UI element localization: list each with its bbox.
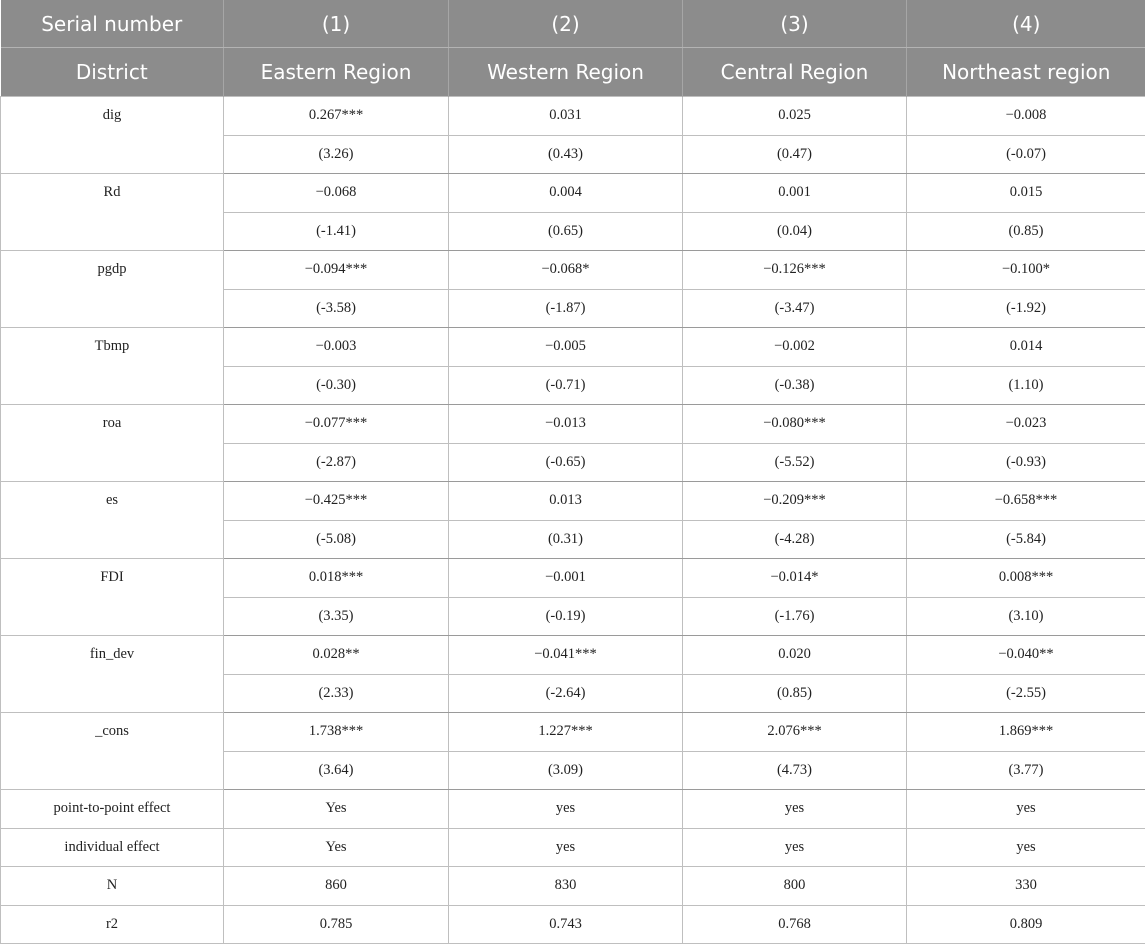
coef-cell: 0.015 — [907, 174, 1145, 213]
header-region-western: Western Region — [449, 48, 683, 97]
stat-name: r2 — [1, 905, 224, 944]
tstat-cell: (-0.93) — [907, 443, 1145, 482]
stat-name: individual effect — [1, 828, 224, 867]
coef-cell: −0.023 — [907, 405, 1145, 444]
header-row-district — [1, 48, 1145, 97]
header-row-serial — [1, 0, 1145, 48]
tstat-cell: (-5.52) — [683, 443, 907, 482]
tstat-cell: (0.04) — [683, 212, 907, 251]
tstat-cell: (3.35) — [224, 597, 449, 636]
tstat-cell: (-1.87) — [449, 289, 683, 328]
coef-cell: 1.227*** — [449, 713, 683, 752]
stat-cell: yes — [449, 790, 683, 829]
header-col-1: (1) — [224, 0, 449, 48]
coef-cell: −0.077*** — [224, 405, 449, 444]
table-row-coef — [1, 559, 1145, 598]
tstat-cell: (-0.65) — [449, 443, 683, 482]
coef-cell: −0.001 — [449, 559, 683, 598]
tstat-cell: (0.43) — [449, 135, 683, 174]
coef-cell: 0.020 — [683, 636, 907, 675]
stat-cell: 0.743 — [449, 905, 683, 944]
tstat-cell: (0.85) — [907, 212, 1145, 251]
tstat-cell: (0.65) — [449, 212, 683, 251]
table-row-coef — [1, 405, 1145, 444]
stat-cell: yes — [907, 828, 1145, 867]
tstat-cell: (4.73) — [683, 751, 907, 790]
tstat-cell: (-0.07) — [907, 135, 1145, 174]
stat-cell: 860 — [224, 867, 449, 906]
coef-cell: 0.031 — [449, 97, 683, 136]
tstat-cell: (-5.08) — [224, 520, 449, 559]
tstat-cell: (-2.55) — [907, 674, 1145, 713]
header-label-serial: Serial number — [1, 0, 224, 48]
coef-cell: 0.001 — [683, 174, 907, 213]
header-region-central: Central Region — [683, 48, 907, 97]
variable-name: roa — [1, 405, 224, 482]
variable-name: Rd — [1, 174, 224, 251]
coef-cell: −0.126*** — [683, 251, 907, 290]
coef-cell: −0.658*** — [907, 482, 1145, 521]
coef-cell: −0.425*** — [224, 482, 449, 521]
coef-cell: −0.100* — [907, 251, 1145, 290]
stat-cell: yes — [449, 828, 683, 867]
variable-name: _cons — [1, 713, 224, 790]
tstat-cell: (-4.28) — [683, 520, 907, 559]
stat-cell: 330 — [907, 867, 1145, 906]
tstat-cell: (-3.58) — [224, 289, 449, 328]
tstat-cell: (3.09) — [449, 751, 683, 790]
stat-cell: 800 — [683, 867, 907, 906]
table-row-stat — [1, 828, 1145, 867]
table-row-coef — [1, 636, 1145, 675]
coef-cell: 0.028** — [224, 636, 449, 675]
stat-cell: 0.768 — [683, 905, 907, 944]
coef-cell: −0.013 — [449, 405, 683, 444]
coef-cell: −0.040** — [907, 636, 1145, 675]
variable-name: es — [1, 482, 224, 559]
coef-cell: −0.003 — [224, 328, 449, 367]
coef-cell: 0.267*** — [224, 97, 449, 136]
coef-cell: −0.080*** — [683, 405, 907, 444]
stat-cell: yes — [683, 790, 907, 829]
table-row-coef — [1, 97, 1145, 136]
tstat-cell: (3.77) — [907, 751, 1145, 790]
table-row-coef — [1, 482, 1145, 521]
coef-cell: 2.076*** — [683, 713, 907, 752]
stat-cell: Yes — [224, 790, 449, 829]
table-row-stat — [1, 790, 1145, 829]
tstat-cell: (-5.84) — [907, 520, 1145, 559]
stat-cell: yes — [683, 828, 907, 867]
tstat-cell: (2.33) — [224, 674, 449, 713]
table-row-coef — [1, 328, 1145, 367]
coef-cell: −0.005 — [449, 328, 683, 367]
coef-cell: −0.068* — [449, 251, 683, 290]
header-col-2: (2) — [449, 0, 683, 48]
tstat-cell: (-1.76) — [683, 597, 907, 636]
tstat-cell: (0.31) — [449, 520, 683, 559]
coef-cell: −0.094*** — [224, 251, 449, 290]
coef-cell: 0.025 — [683, 97, 907, 136]
stat-name: N — [1, 867, 224, 906]
coef-cell: 0.004 — [449, 174, 683, 213]
tstat-cell: (0.47) — [683, 135, 907, 174]
tstat-cell: (1.10) — [907, 366, 1145, 405]
tstat-cell: (0.85) — [683, 674, 907, 713]
tstat-cell: (3.26) — [224, 135, 449, 174]
stat-cell: yes — [907, 790, 1145, 829]
header-col-4: (4) — [907, 0, 1145, 48]
tstat-cell: (3.64) — [224, 751, 449, 790]
coef-cell: 0.014 — [907, 328, 1145, 367]
stat-cell: 830 — [449, 867, 683, 906]
table-body — [1, 97, 1145, 944]
stat-name: point-to-point effect — [1, 790, 224, 829]
table-row-coef — [1, 713, 1145, 752]
coef-cell: 0.013 — [449, 482, 683, 521]
tstat-cell: (-2.87) — [224, 443, 449, 482]
header-region-eastern: Eastern Region — [224, 48, 449, 97]
coef-cell: 0.008*** — [907, 559, 1145, 598]
stat-cell: 0.809 — [907, 905, 1145, 944]
variable-name: pgdp — [1, 251, 224, 328]
table-row-coef — [1, 251, 1145, 290]
variable-name: Tbmp — [1, 328, 224, 405]
tstat-cell: (-2.64) — [449, 674, 683, 713]
table-row-coef — [1, 174, 1145, 213]
tstat-cell: (-0.30) — [224, 366, 449, 405]
table-header — [1, 0, 1145, 97]
stat-cell: Yes — [224, 828, 449, 867]
coef-cell: −0.068 — [224, 174, 449, 213]
coef-cell: −0.002 — [683, 328, 907, 367]
tstat-cell: (-0.38) — [683, 366, 907, 405]
table-row-stat — [1, 867, 1145, 906]
variable-name: FDI — [1, 559, 224, 636]
tstat-cell: (3.10) — [907, 597, 1145, 636]
variable-name: dig — [1, 97, 224, 174]
table-row-stat — [1, 905, 1145, 944]
header-col-3: (3) — [683, 0, 907, 48]
variable-name: fin_dev — [1, 636, 224, 713]
tstat-cell: (-1.92) — [907, 289, 1145, 328]
tstat-cell: (-1.41) — [224, 212, 449, 251]
coef-cell: −0.014* — [683, 559, 907, 598]
coef-cell: −0.041*** — [449, 636, 683, 675]
coef-cell: 1.869*** — [907, 713, 1145, 752]
coef-cell: 0.018*** — [224, 559, 449, 598]
coef-cell: −0.209*** — [683, 482, 907, 521]
coef-cell: 1.738*** — [224, 713, 449, 752]
stat-cell: 0.785 — [224, 905, 449, 944]
header-label-district: District — [1, 48, 224, 97]
header-region-northeast: Northeast region — [907, 48, 1145, 97]
coef-cell: −0.008 — [907, 97, 1145, 136]
tstat-cell: (-0.19) — [449, 597, 683, 636]
tstat-cell: (-0.71) — [449, 366, 683, 405]
tstat-cell: (-3.47) — [683, 289, 907, 328]
